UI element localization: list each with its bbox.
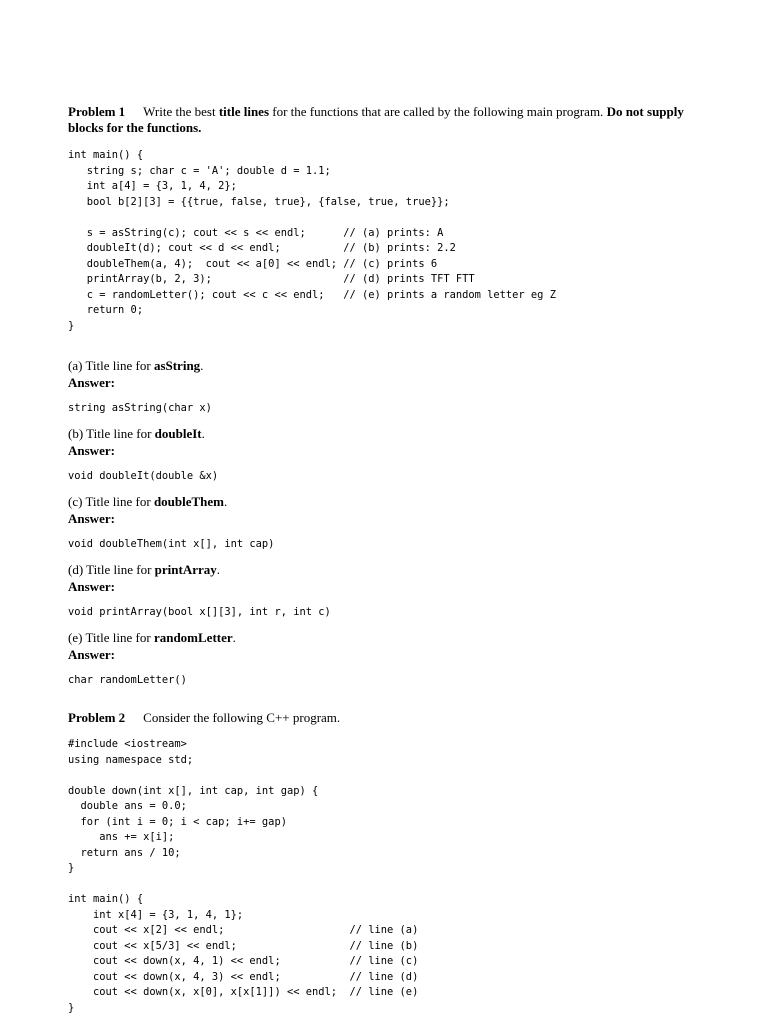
question-a-answer-label: Answer: xyxy=(68,375,115,390)
question-e-answer: char randomLetter() xyxy=(68,674,187,686)
problem1-code-block xyxy=(68,148,556,334)
question-a-func: asString xyxy=(153,358,201,373)
problem1-heading xyxy=(68,104,708,136)
question-e-func: randomLetter xyxy=(153,630,233,645)
problem2-code-block xyxy=(68,737,418,1016)
question-d-answer: void printArray(bool x[][3], int r, int c) xyxy=(68,606,331,618)
problem1-intro-a: Write the best xyxy=(143,104,219,119)
question-a-prefix: (a) Title line for xyxy=(68,358,154,373)
question-b: (b) Title line for doubleIt. Answer: void doubleIt(double &x) xyxy=(68,426,219,482)
question-a: (a) Title line for asString. Answer: string asString(char x) xyxy=(68,358,212,414)
question-b-func: doubleIt xyxy=(154,426,202,441)
problem2-code: #include <iostream> using namespace std; double down(int x[], int cap, int gap) { double ans = 0.0; for (int i = 0; i < cap; i+= gap) ans += x[i]; return ans / 10; } int main() { int x[4] = {3, 1, 4, 1}; cout << x[2] << endl; // line (a) cout << x[5/3] << endl; // line (b) cout << down(x, 4, 1) << endl; // line (c) cout << down(x, 4, 3) << endl; // line (d) cout << down(x, x[0], x[x[1]]) << endl; // line (e) } xyxy=(68,738,419,1014)
question-d: (d) Title line for printArray. Answer: void printArray(bool x[][3], int r, int c) xyxy=(68,562,331,618)
question-b-answer-label: Answer: xyxy=(68,443,115,458)
problem1-label: Problem 1 xyxy=(68,104,126,119)
problem1-intro-b: for the functions that are called by the following main program. xyxy=(269,104,607,119)
problem1-code: int main() { string s; char c = 'A'; double d = 1.1; int a[4] = {3, 1, 4, 2}; bool b[2][3] = {{true, false, true}, {false, true, true}}; s = asString(c); cout << s << endl; // (a) prints: A doubleIt(d); cout << d << endl; // (b) prints: 2.2 doubleThem(a, 4); cout << a[0] << endl; // (c) prints 6 printArray(b, 2, 3); // (d) prints TFT FTT c = randomLetter(); cout << c << endl; // (e) prints a random letter eg Z return 0; } xyxy=(68,149,556,332)
question-d-prefix: (d) Title line for xyxy=(68,562,155,577)
problem2-label: Problem 2 xyxy=(68,710,126,725)
question-a-answer: string asString(char x) xyxy=(68,402,212,414)
question-c-answer-label: Answer: xyxy=(68,511,115,526)
question-c-answer: void doubleThem(int x[], int cap) xyxy=(68,538,275,550)
problem2-intro: Consider the following C++ program. xyxy=(143,710,341,725)
question-c: (c) Title line for doubleThem. Answer: void doubleThem(int x[], int cap) xyxy=(68,494,275,550)
question-e: (e) Title line for randomLetter. Answer: char randomLetter() xyxy=(68,630,236,686)
question-e-prefix: (e) Title line for xyxy=(68,630,154,645)
question-c-prefix: (c) Title line for xyxy=(68,494,154,509)
question-e-answer-label: Answer: xyxy=(68,647,115,662)
question-d-func: printArray xyxy=(154,562,217,577)
problem1-intro-bold2: Do not supply blocks for the functions. xyxy=(68,104,684,135)
question-c-func: doubleThem xyxy=(153,494,225,509)
problem2-heading xyxy=(68,710,708,726)
question-b-prefix: (b) Title line for xyxy=(68,426,155,441)
question-d-answer-label: Answer: xyxy=(68,579,115,594)
problem1-intro-bold: title lines xyxy=(218,104,270,119)
question-b-answer: void doubleIt(double &x) xyxy=(68,470,219,482)
